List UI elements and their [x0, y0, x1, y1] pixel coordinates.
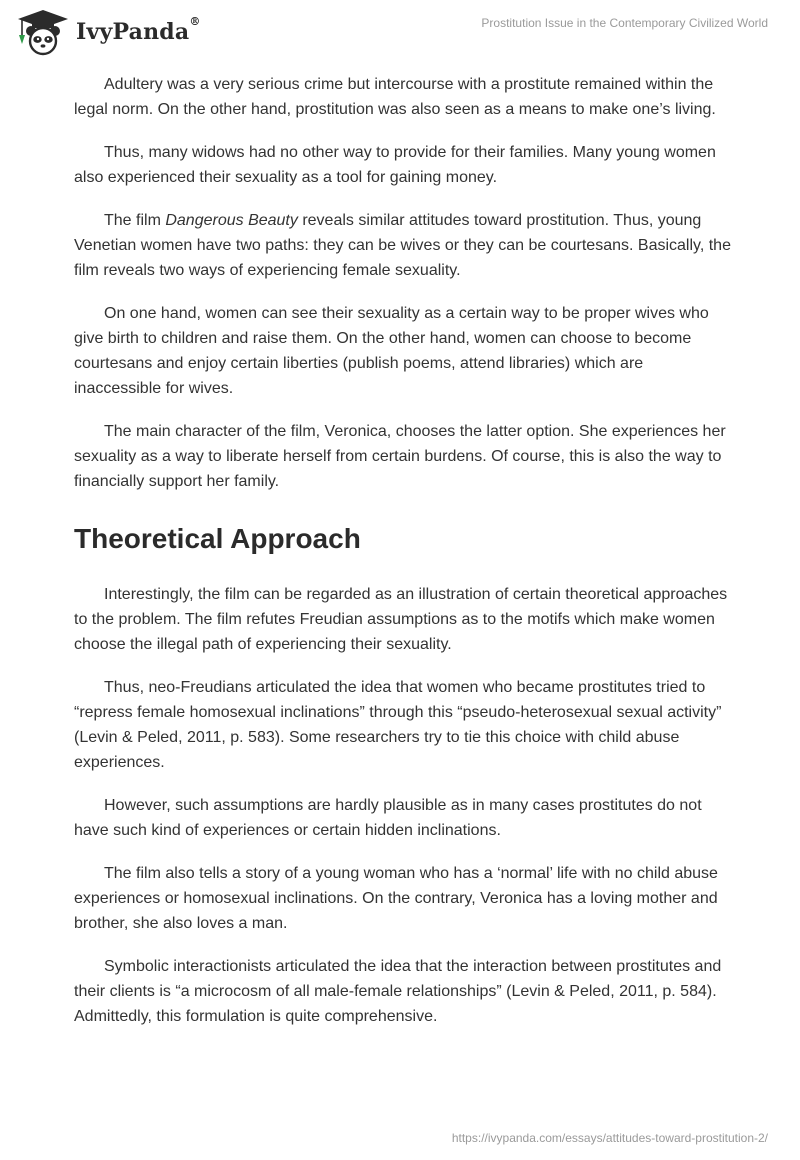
registered-mark: ®	[189, 15, 201, 28]
panda-graduate-icon	[14, 8, 72, 56]
paragraph: Thus, neo-Freudians articulated the idea that women who became prostitutes tried to “repress female homosexual inclinations” through this “pseudo-heterosexual sexual activity” (Levin & Peled, 2011, p. 583). Some researchers try to tie this choice with child abuse experiences.	[74, 679, 722, 771]
paragraph-text: reveals similar attitudes toward prostitution. Thus, young Venetian women have two paths: they can be wives or they can be courtesans. Basically, the film reveals two ways of experiencing female sexuality.	[74, 212, 731, 279]
paragraph-text: The film	[104, 212, 166, 229]
paragraph: The film also tells a story of a young woman who has a ‘normal’ life with no child abuse experiences or homosexual inclinations. On the contrary, Veronica has a loving mother and brother, she also loves a man.	[74, 865, 718, 932]
paragraph: Thus, many widows had no other way to provide for their families. Many young women also experienced their sexuality as a tool for gaining money.	[74, 144, 716, 186]
paragraph: On one hand, women can see their sexuality as a certain way to be proper wives who give birth to children and raise them. On the other hand, women can choose to become courtesans and enjoy certain liberties (publish poems, attend libraries) which are inaccessible for wives.	[74, 305, 709, 397]
paragraph: Interestingly, the film can be regarded as an illustration of certain theoretical approaches to the problem. The film refutes Freudian assumptions as to the motifs which make women choose the illegal path of experiencing their sexuality.	[74, 586, 728, 653]
section-heading: Theoretical Approach	[74, 523, 361, 554]
article-body	[74, 72, 734, 1047]
paragraph: However, such assumptions are hardly plausible as in many cases prostitutes do not have such kind of experiences or certain hidden inclinations.	[74, 797, 702, 839]
logo[interactable]	[14, 8, 201, 56]
paragraph: Adultery was a very serious crime but intercourse with a prostitute remained within the legal norm. On the other hand, prostitution was also seen as a means to make one’s living.	[74, 76, 716, 118]
page-header	[0, 0, 800, 64]
paragraph	[74, 208, 734, 283]
paragraph: The main character of the film, Veronica, chooses the latter option. She experiences her sexuality as a way to liberate herself from certain burdens. Of course, this is also the way to financially support her family.	[74, 423, 726, 490]
film-title: Dangerous Beauty	[165, 212, 298, 229]
document-title: Prostitution Issue in the Contemporary Civilized World	[481, 16, 768, 30]
logo-text: IvyPanda®	[76, 15, 201, 45]
source-url[interactable]: https://ivypanda.com/essays/attitudes-toward-prostitution-2/	[451, 1131, 768, 1145]
paragraph: Symbolic interactionists articulated the idea that the interaction between prostitutes and their clients is “a microcosm of all male-female relationships” (Levin & Peled, 2011, p. 584). Admittedly, this formulation is quite comprehensive.	[74, 958, 722, 1025]
